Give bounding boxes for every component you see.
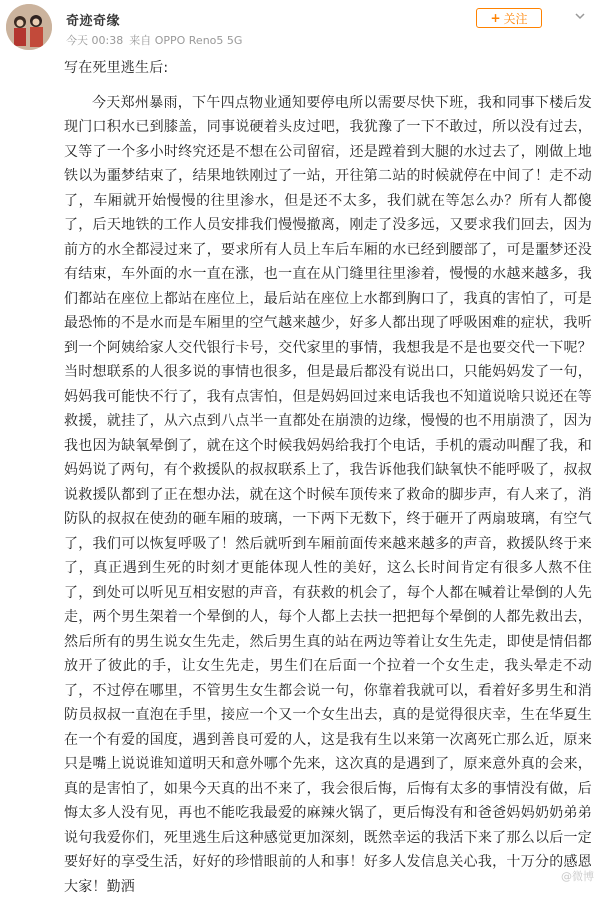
post-meta [66,32,242,48]
follow-label: 关注 [504,10,528,27]
post-device: 来自 OPPO Reno5 5G [129,32,242,48]
post-header [0,0,600,60]
follow-button[interactable] [476,8,542,28]
chevron-down-icon[interactable] [574,10,586,22]
post-time: 今天 00:38 [66,32,123,48]
watermark: @微博 [561,868,594,884]
post-title: 写在死里逃生后: [64,56,592,81]
avatar-photo-icon [6,4,52,50]
plus-icon: + [490,12,500,24]
avatar[interactable] [6,4,52,50]
post-body: 今天郑州暴雨，下午四点物业通知要停电所以需要尽快下班，我和同事下楼后发现门口积水已到膝盖，同事说硬着头皮过吧，我犹豫了一下不敢过，所以没有过去，又等了一个多小时终究还是不想在公司留宿，还是蹚着到大腿的水过去了，刚做上地铁以为噩梦结束了，结果地铁刚过了一站，开往第二站的时候就停在中间了！走不动了，车厢就开始慢慢的往里渗水，但是还不太多，我们就在等怎么办？所有人都傻了，后天地铁的工作人员安排我们慢慢撤离，刚走了没多远，又要求我们回去，因为前方的水全都浸过来了，要求所有人员上车后车厢的水已经到腰部了，可是噩梦还没有结束，车外面的水一直在涨，也一直在从门缝里往里渗着，慢慢的水越来越多，我们都站在座位上都站在座位上，最后站在座位上水都到胸口了，我真的害怕了，可是最恐怖的不是水而是车厢里的空气越来越少，好多人都出现了呼吸困难的症状，我听到一个阿姨给家人交代银行卡号，交代家里的事情，我想我是不是也要交代一下呢？当时想联系的人很多说的事情也很多，但是最后都没有说出口，只能妈妈发了一句，妈妈我可能快不行了，我有点害怕，但是妈妈回过来电话我也不知道说啥只说还在等救援，就挂了，从六点到八点半一直都处在崩溃的边缘，慢慢的也不用崩溃了，因为我也因为缺氧晕倒了，就在这个时候我妈妈给我打个电话，手机的震动叫醒了我，和妈妈说了两句，有个救援队的叔叔联系上了，我告诉他我们缺氧快不能呼吸了，叔叔说救援队都到了正在想办法，就在这个时候车顶传来了救命的脚步声，有人来了，消防队的叔叔在使劲的砸车厢的玻璃，一下两下无数下，终于砸开了两扇玻璃，有空气了，我们可以恢复呼吸了！然后就听到车厢前面传来越来越多的声音，救援队终于来了，真正遇到生死的时刻才更能体现人性的美好，这么长时间肯定有很多人熬不住了，到处可以听见互相安慰的声音，有获救的机会了，每个人都在喊着让晕倒的人先走，两个男生架着一个晕倒的人，每个人都上去扶一把把每个晕倒的人都先救出去，然后所有的男生说女生先走，然后男生真的站在两边等着让女生先走，即使是情侣都放开了彼此的手，让女生先走，男生们在后面一个拉着一个女生走，我头晕走不动了，不过停在哪里，不管男生女生都会说一句，你靠着我就可以，看着好多男生和消防员叔叔一直泡在手里，接应一个又一个女生出去，真的是觉得很庆幸，生在华夏生在一个有爱的国度，遇到善良可爱的人，这是我有生以来第一次离死亡那么近，原来只是嘴上说说谁知道明天和意外哪个先来，这次真的是遇到了，原来意外真的会来，真的是害怕了，如果今天真的出不来了，我会很后悔，后悔有太多的事情没有做，后悔太多人没有见，再也不能吃我最爱的麻辣火锅了，更后悔没有和爸爸妈妈奶奶弟弟说句我爱你们，死里逃生后这种感觉更加深刻，既然幸运的我活下来了那么以后一定要好好的享受生活，好好的珍惜眼前的人和事！好多人发信息关心我，十万分的感恩大家！勤洒 [64,91,592,899]
username[interactable]: 奇迹奇缘 [66,10,120,29]
post-content [64,56,592,899]
